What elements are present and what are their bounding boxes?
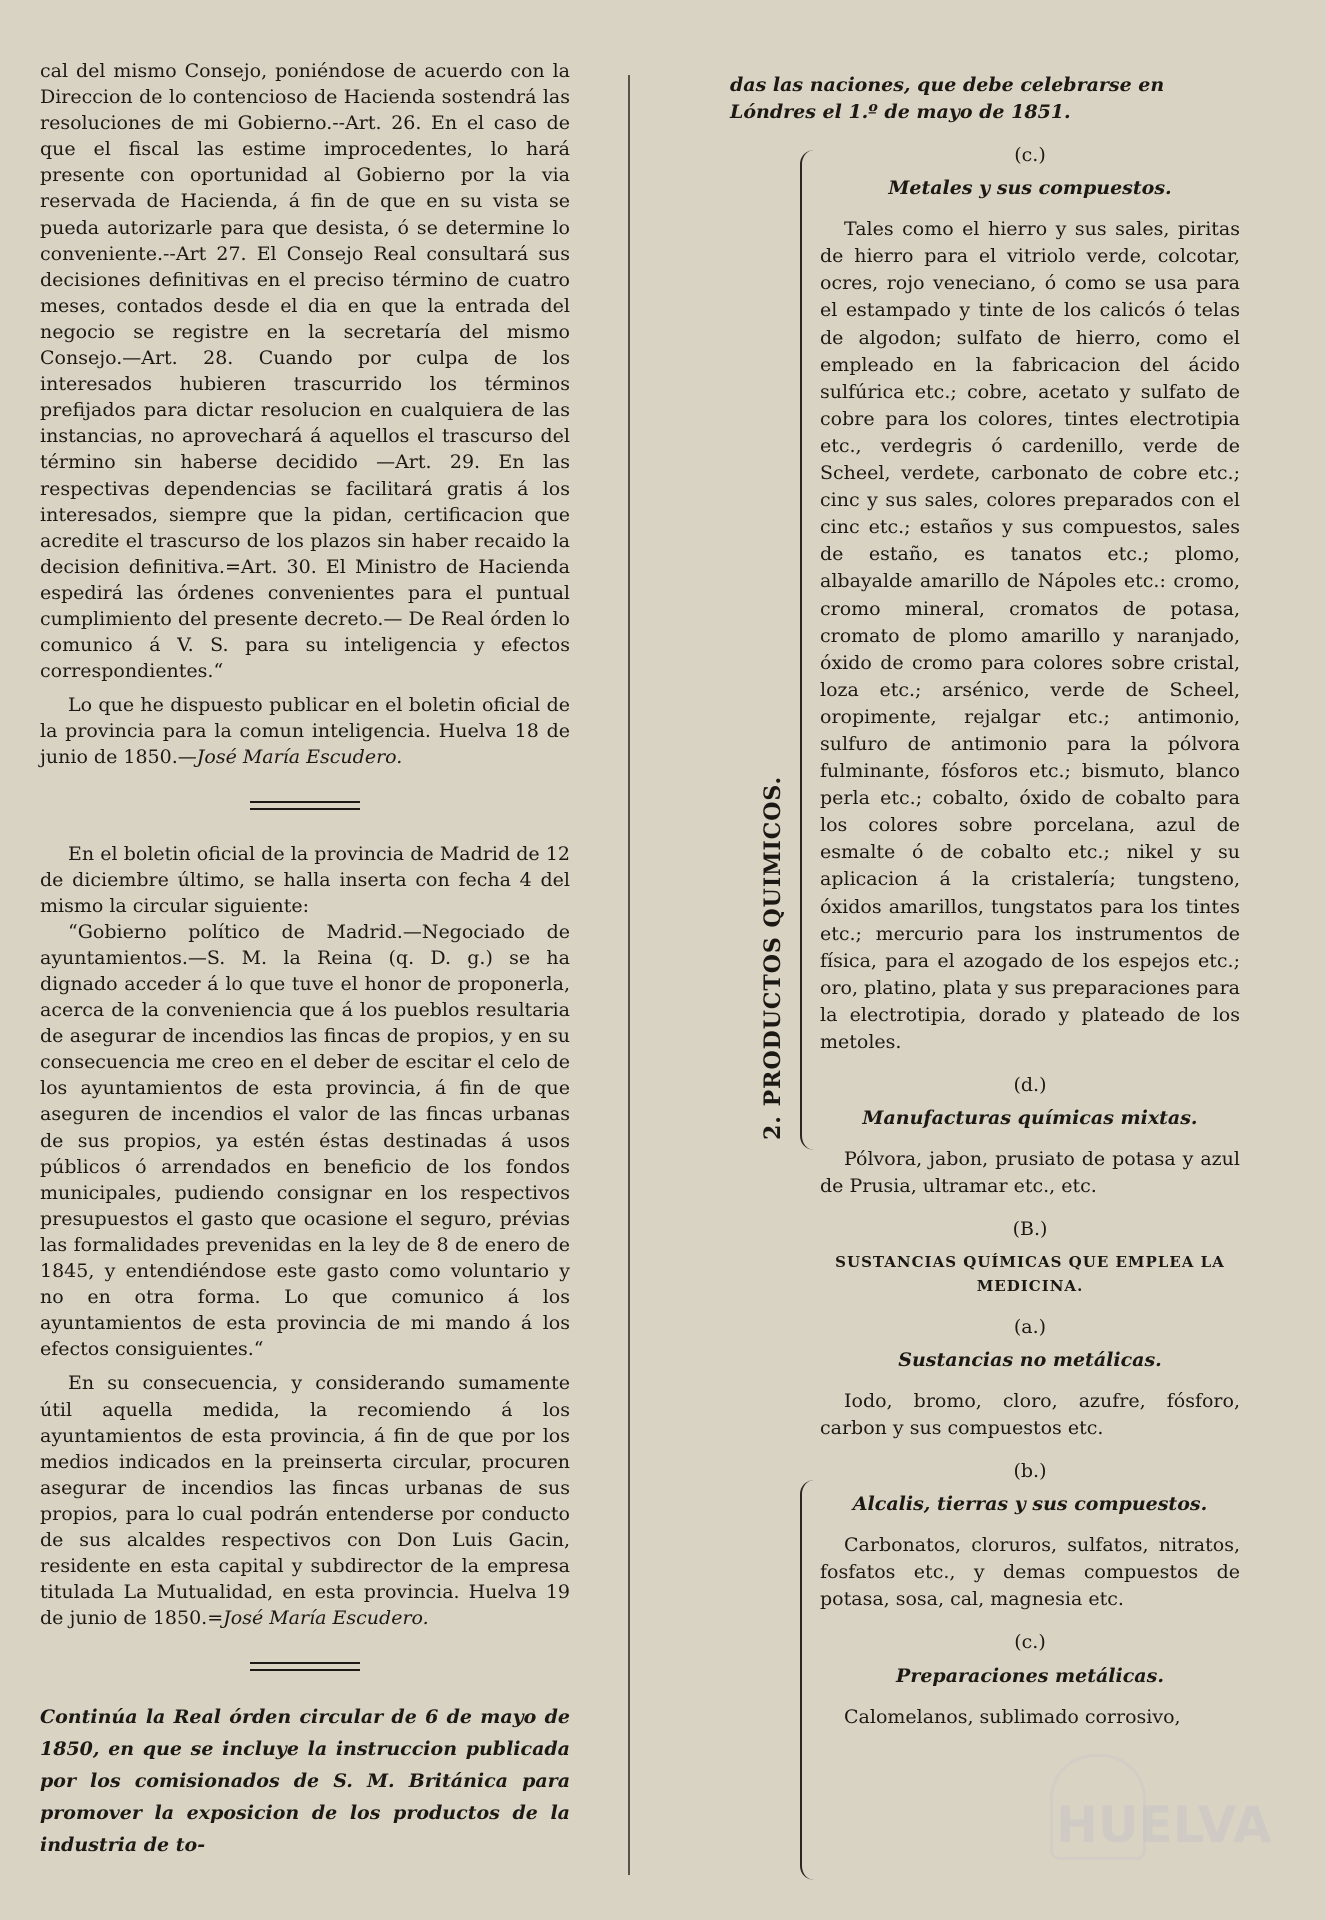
decree-articles-paragraph: cal del mismo Consejo, poniéndose de acuerdo con la Direccion de lo contencioso de Hacienda sostendrá las resoluciones de mi Gobierno.--Art. 26. En el caso de que el fiscal las estime improcedentes, lo hará presente con oportunidad al Gobierno por la via reservada de Hacienda, á fin de que en su vista se pueda autorizarle para que desista, ó se determine lo conveniente.--Art 27. El Consejo Real consultará sus decisiones definitivas en el preciso término de cuatro meses, contados desde el dia en que la entrada del negocio se registre en la secretaría del mismo Consejo.—Art. 28. Cuando por culpa de los interesados hubieren trascurrido los términos prefijados para dictar resolucion en cualquiera de las instancias, no aprovechará á aquellos el trascurso del término sin haberse decidido —Art. 29. En las respectivas dependencias se facilitará gratis á los interesados, siempre que la pidan, certificacion que acredite el trascurso de los plazos sin haber recaido la decision definitiva.=Art. 30. El Ministro de Hacienda espedirá las órdenes convenientes para el puntual cumplimiento del presente decreto.— De Real órden lo comunico á V. S. para su inteligencia y efectos correspondientes.“ [40,60,570,683]
section-letter-c: (c.) [1014,144,1046,166]
section-divider [40,1631,570,1701]
column-divider-line [628,75,630,1875]
archive-watermark: HUELVA [1056,1796,1272,1854]
chemical-products-block [730,142,1240,1731]
section-body-no-metalicas: Iodo, bromo, cloro, azufre, fósforo, carbon y sus compuestos etc. [820,1389,1240,1439]
publication-note-paragraph [40,692,570,770]
signature: José María Escudero. [196,746,403,769]
publication-note-text: Lo que he dispuesto publicar en el boletin oficial de la provincia para la comun inteligencia. Huelva 18 de junio de 1850.— [40,694,570,769]
section-letter-b: (b.) [1013,1459,1047,1482]
section-title-no-metalicas: Sustancias no metálicas. [898,1348,1162,1371]
section-title-alcalis: Alcalis, tierras y sus compuestos. [852,1493,1208,1516]
section-heading-medicina: SUSTANCIAS QUÍMICAS QUE EMPLEA LA MEDICINA. [835,1252,1225,1295]
left-column [40,58,570,1861]
continuation-heading: Continúa la Real órden circular de 6 de mayo de 1850, en que se incluye la instruccion publicada por los comisionados de S. M. Británica para promover la exposicion de los productos de la industria de to- [40,1706,570,1857]
madrid-bulletin-intro: En el boletin oficial de la provincia de Madrid de 12 de diciembre último, se halla inserta con fecha 4 del mismo la circular siguiente: [40,842,570,917]
section-body-manufacturas: Pólvora, jabon, prusiato de potasa y azul de Prusia, ultramar etc., etc. [820,1148,1240,1198]
double-rule [250,801,360,810]
vertical-section-label: 2. PRODUCTOS QUIMICOS. [760,775,786,1140]
section-title-preparaciones: Preparaciones metálicas. [896,1664,1164,1687]
section-letter-c2: (c.) [1014,1631,1046,1654]
consequence-text: En su consecuencia, y considerando sumamente útil aquella medida, la recomiendo á los ayuntamientos de esta provincia, á fin de que por los medios indicados en la preinserta circular, procuren asegurar de incendios las fincas urbanas de sus propios, para lo cual podrán entenderse por conducto de sus alcaldes respectivos con Don Luis Gacin, residente en esta capital y subdirector de la empresa titulada La Mutualidad, en esta provincia. Huelva 19 de junio de 1850.= [40,1372,570,1630]
section-title-manufacturas: Manufacturas químicas mixtas. [862,1107,1198,1130]
circular-quote-paragraph: “Gobierno político de Madrid.—Negociado de ayuntamientos.—S. M. la Reina (q. D. g.) se ha dignado acceder á lo que tuve el honor de proponerla, acerca de la conveniencia que á los pueblos resultaria de asegurar de incendios las fincas de propios, y en su consecuencia me creo en el deber de escitar el celo de los ayuntamientos de esta provincia, á fin de que aseguren de incendios el valor de las fincas urbanas de sus propios, ya estén éstas destinadas á usos públicos ó arrendados en beneficio de los fondos municipales, pudiendo consignar en los respectivos presupuestos el gasto que ocasione el seguro, prévias las formalidades prevenidas en la ley de 8 de enero de 1845, y entendiéndose este gasto como voluntario y no en otra forma. Lo que comunico á los ayuntamientos de esta provincia de mi mando á los efectos consiguientes.“ [40,920,570,1361]
section-body-alcalis: Carbonatos, cloruros, sulfatos, nitratos, fosfatos etc., y demas compuestos de potasa, sosa, cal, magnesia etc. [820,1534,1240,1611]
section-body-metales: Tales como el hierro y sus sales, piritas de hierro para el vitriolo verde, colcotar, ocres, rojo veneciano, ó como se usa para el estampado y tinte de los calicós ó telas de algodon; sulfato de hierro, como el empleado en la fabricacion del ácido sulfúrica etc.; cobre, acetato y sulfato de cobre para los colores, tintes electrotipia etc., verdegris ó cardenillo, verde de Scheel, verdete, carbonato de cobre etc.; cinc y sus sales, colores preparados con el cinc etc.; estaños y sus compuestos, sales de estaño, es tanatos etc.; plomo, albayalde amarillo de Nápoles etc.: cromo, cromo mineral, cromatos de potasa, cromato de plomo amarillo y naranjado, óxido de cromo para colores sobre cristal, loza etc.; arsénico, verde de Scheel, oropimente, rejalgar etc.; antimonio, sulfuro de antimonio para la pólvora fulminante, fósforos etc.; bismuto, blanco perla etc.; cobalto, óxido de cobalto para los colores sobre porcelana, azul de esmalte ó de cobalto etc.; nikel y su aplicacion á la cristalería; tungsteno, óxidos amarillos, tungstatos para los tintes etc.; mercurio para los instrumentos de física, para el azogado de los espejos etc.; oro, platino, plata y sus preparaciones para la electrotipia, dorado y plateado de los metoles. [820,218,1240,1053]
section-letter-B: (B.) [1012,1218,1048,1241]
right-column [730,72,1240,1747]
section-divider [40,771,570,841]
consequence-paragraph [40,1370,570,1631]
signature: José María Escudero. [223,1607,429,1630]
section-title-metales: Metales y sus compuestos. [888,177,1172,200]
section-letter-d: (d.) [1013,1074,1047,1097]
double-rule [250,1662,360,1671]
section-letter-a: (a.) [1013,1315,1047,1338]
section-body-preparaciones: Calomelanos, sublimado corrosivo, [844,1705,1181,1728]
continuation-line: das las naciones, que debe celebrarse en Lóndres el 1.º de mayo de 1851. [730,74,1165,123]
